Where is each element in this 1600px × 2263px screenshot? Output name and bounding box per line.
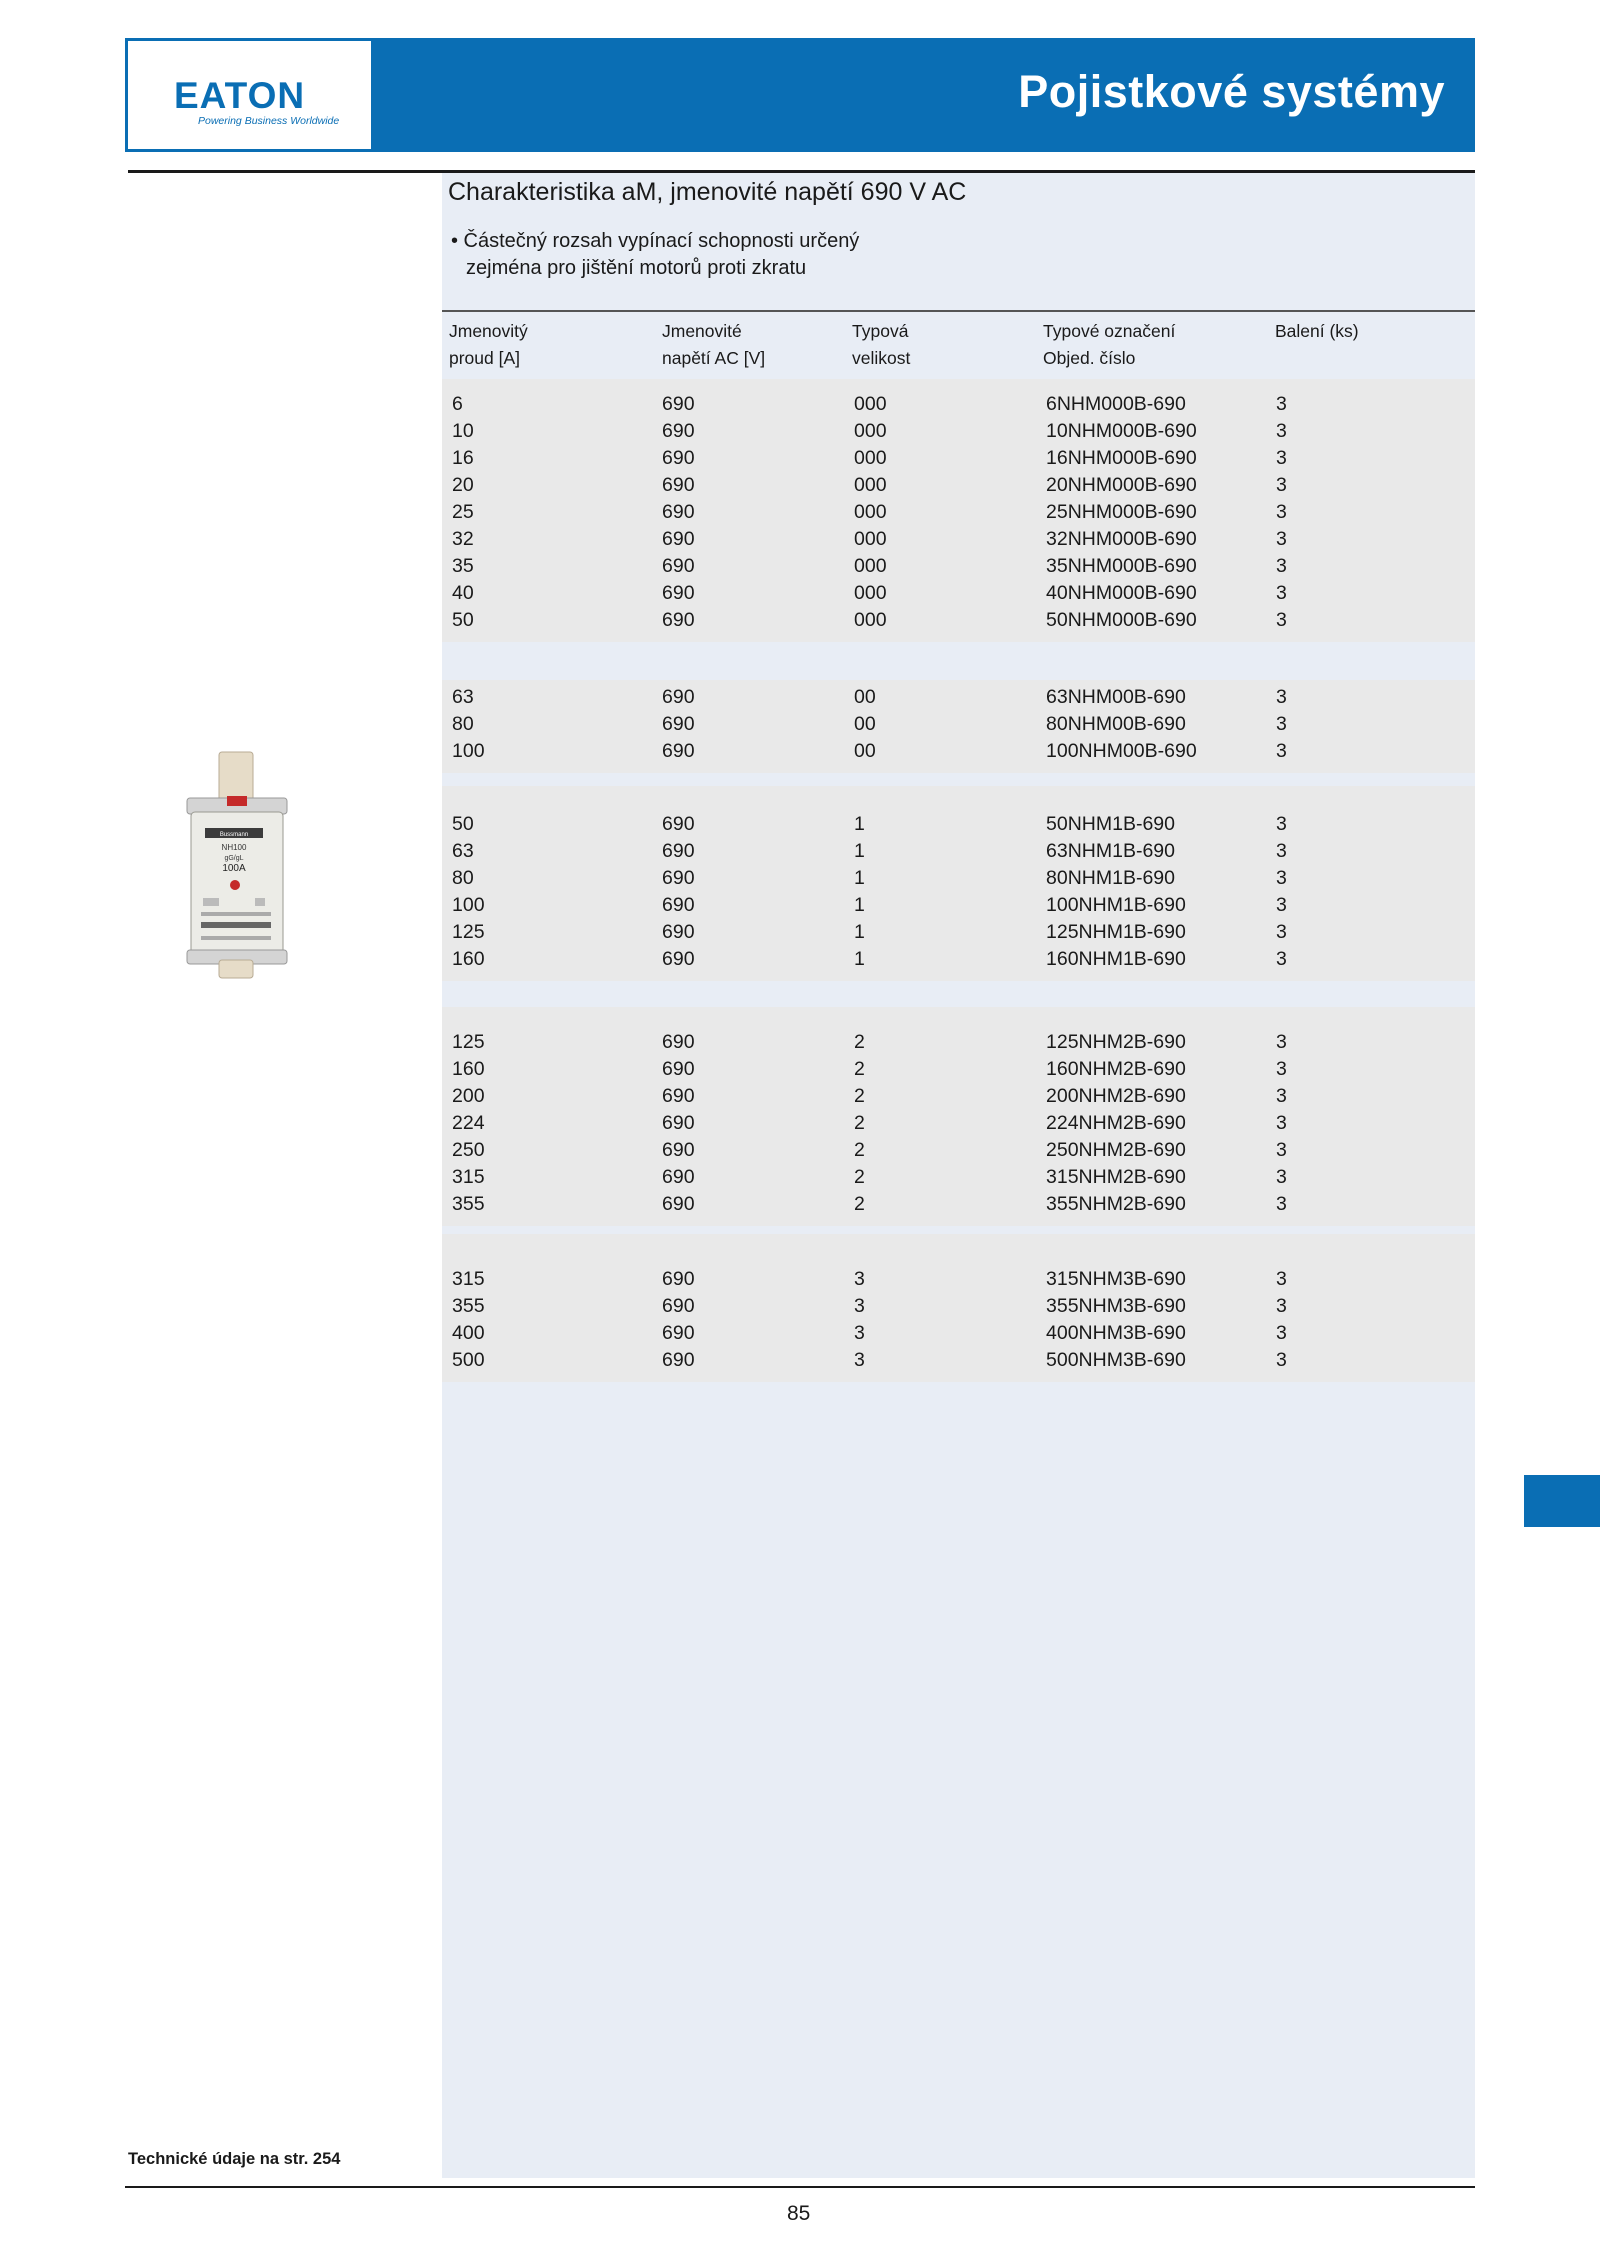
bullet-line-1: • Částečný rozsah vypínací schopnosti určený bbox=[451, 230, 860, 252]
cell-packaging: 3 bbox=[1276, 393, 1287, 415]
cell-voltage: 690 bbox=[662, 528, 695, 550]
section-bullet bbox=[451, 228, 1051, 282]
table-row bbox=[452, 948, 1472, 975]
cell-voltage: 690 bbox=[662, 1085, 695, 1107]
table-row bbox=[452, 1085, 1472, 1112]
cell-size: 000 bbox=[854, 420, 887, 442]
table-row bbox=[452, 813, 1472, 840]
table-row bbox=[452, 1112, 1472, 1139]
cell-size: 000 bbox=[854, 528, 887, 550]
table-row bbox=[452, 393, 1472, 420]
table-row bbox=[452, 447, 1472, 474]
cell-order-number: 100NHM00B-690 bbox=[1046, 740, 1197, 762]
table-row bbox=[452, 1166, 1472, 1193]
cell-voltage: 690 bbox=[662, 840, 695, 862]
table-row bbox=[452, 740, 1472, 767]
logo-wordmark bbox=[174, 75, 305, 117]
cell-order-number: 100NHM1B-690 bbox=[1046, 894, 1186, 916]
cell-voltage: 690 bbox=[662, 609, 695, 631]
cell-packaging: 3 bbox=[1276, 1166, 1287, 1188]
cell-size: 2 bbox=[854, 1139, 865, 1161]
cell-current: 50 bbox=[452, 813, 474, 835]
cell-current: 20 bbox=[452, 474, 474, 496]
cell-current: 160 bbox=[452, 1058, 485, 1080]
page-number: 85 bbox=[787, 2202, 811, 2225]
col-header-current: Jmenovitý proud [A] bbox=[449, 321, 528, 368]
cell-packaging: 3 bbox=[1276, 1139, 1287, 1161]
cell-packaging: 3 bbox=[1276, 1322, 1287, 1344]
technical-data-note: Technické údaje na str. 254 bbox=[128, 2150, 341, 2168]
cell-packaging: 3 bbox=[1276, 582, 1287, 604]
eaton-logo bbox=[128, 41, 371, 149]
logo-text: EATON bbox=[174, 75, 306, 116]
nh-fuse-image bbox=[185, 750, 295, 980]
cell-packaging: 3 bbox=[1276, 894, 1287, 916]
cell-packaging: 3 bbox=[1276, 840, 1287, 862]
cell-packaging: 3 bbox=[1276, 555, 1287, 577]
page-title: Pojistkové systémy bbox=[1018, 66, 1445, 117]
col-header-size: Typová velikost bbox=[852, 321, 911, 368]
cell-current: 355 bbox=[452, 1193, 485, 1215]
cell-packaging: 3 bbox=[1276, 713, 1287, 735]
cell-size: 1 bbox=[854, 840, 865, 862]
table-row bbox=[452, 686, 1472, 713]
chapter-tab bbox=[1524, 1475, 1600, 1527]
cell-packaging: 3 bbox=[1276, 1112, 1287, 1134]
fuse-type-label: NH100 bbox=[221, 843, 247, 852]
col-header-voltage: Jmenovité napětí AC [V] bbox=[662, 321, 766, 368]
cell-current: 315 bbox=[452, 1166, 485, 1188]
table-row bbox=[452, 528, 1472, 555]
cell-packaging: 3 bbox=[1276, 813, 1287, 835]
cell-voltage: 690 bbox=[662, 1322, 695, 1344]
fuse-rating-label: 100A bbox=[222, 863, 246, 874]
cell-size: 00 bbox=[854, 713, 876, 735]
cell-packaging: 3 bbox=[1276, 921, 1287, 943]
cell-current: 63 bbox=[452, 686, 474, 708]
cell-current: 100 bbox=[452, 894, 485, 916]
cell-packaging: 3 bbox=[1276, 447, 1287, 469]
cell-current: 16 bbox=[452, 447, 474, 469]
cell-order-number: 315NHM2B-690 bbox=[1046, 1166, 1186, 1188]
cell-order-number: 25NHM000B-690 bbox=[1046, 501, 1197, 523]
bottom-divider bbox=[125, 2186, 1475, 2188]
cell-packaging: 3 bbox=[1276, 609, 1287, 631]
cell-order-number: 40NHM000B-690 bbox=[1046, 582, 1197, 604]
cell-packaging: 3 bbox=[1276, 740, 1287, 762]
cell-current: 10 bbox=[452, 420, 474, 442]
cell-voltage: 690 bbox=[662, 1166, 695, 1188]
fuse-class-label: gG/gL bbox=[224, 855, 244, 862]
cell-size: 2 bbox=[854, 1058, 865, 1080]
cell-current: 25 bbox=[452, 501, 474, 523]
cell-order-number: 16NHM000B-690 bbox=[1046, 447, 1197, 469]
cell-packaging: 3 bbox=[1276, 1031, 1287, 1053]
cell-size: 1 bbox=[854, 921, 865, 943]
cell-order-number: 355NHM2B-690 bbox=[1046, 1193, 1186, 1215]
cell-size: 3 bbox=[854, 1349, 865, 1371]
cell-voltage: 690 bbox=[662, 867, 695, 889]
cell-size: 000 bbox=[854, 501, 887, 523]
cell-voltage: 690 bbox=[662, 1193, 695, 1215]
cell-size: 000 bbox=[854, 555, 887, 577]
cell-order-number: 6NHM000B-690 bbox=[1046, 393, 1186, 415]
cell-voltage: 690 bbox=[662, 1139, 695, 1161]
cell-voltage: 690 bbox=[662, 1349, 695, 1371]
cell-order-number: 355NHM3B-690 bbox=[1046, 1295, 1186, 1317]
table-row bbox=[452, 474, 1472, 501]
cell-current: 40 bbox=[452, 582, 474, 604]
table-row bbox=[452, 1139, 1472, 1166]
cell-size: 2 bbox=[854, 1166, 865, 1188]
cell-size: 000 bbox=[854, 393, 887, 415]
cell-size: 3 bbox=[854, 1268, 865, 1290]
cell-current: 160 bbox=[452, 948, 485, 970]
cell-order-number: 125NHM2B-690 bbox=[1046, 1031, 1186, 1053]
cell-current: 224 bbox=[452, 1112, 485, 1134]
cell-voltage: 690 bbox=[662, 813, 695, 835]
table-row bbox=[452, 1295, 1472, 1322]
cell-packaging: 3 bbox=[1276, 1085, 1287, 1107]
cell-voltage: 690 bbox=[662, 1058, 695, 1080]
cell-packaging: 3 bbox=[1276, 528, 1287, 550]
cell-order-number: 63NHM1B-690 bbox=[1046, 840, 1175, 862]
cell-packaging: 3 bbox=[1276, 474, 1287, 496]
cell-voltage: 690 bbox=[662, 894, 695, 916]
cell-size: 00 bbox=[854, 740, 876, 762]
cell-current: 6 bbox=[452, 393, 463, 415]
cell-packaging: 3 bbox=[1276, 948, 1287, 970]
cell-current: 50 bbox=[452, 609, 474, 631]
cell-voltage: 690 bbox=[662, 501, 695, 523]
cell-order-number: 250NHM2B-690 bbox=[1046, 1139, 1186, 1161]
fuse-brand-label: Bussmann bbox=[219, 832, 249, 838]
cell-current: 250 bbox=[452, 1139, 485, 1161]
cell-current: 63 bbox=[452, 840, 474, 862]
table-row bbox=[452, 894, 1472, 921]
cell-size: 000 bbox=[854, 609, 887, 631]
cell-size: 00 bbox=[854, 686, 876, 708]
cell-order-number: 200NHM2B-690 bbox=[1046, 1085, 1186, 1107]
cell-size: 1 bbox=[854, 813, 865, 835]
cell-current: 200 bbox=[452, 1085, 485, 1107]
cell-voltage: 690 bbox=[662, 686, 695, 708]
cell-order-number: 10NHM000B-690 bbox=[1046, 420, 1197, 442]
table-row bbox=[452, 1349, 1472, 1376]
cell-voltage: 690 bbox=[662, 420, 695, 442]
cell-current: 100 bbox=[452, 740, 485, 762]
cell-current: 125 bbox=[452, 921, 485, 943]
cell-current: 80 bbox=[452, 867, 474, 889]
cell-order-number: 20NHM000B-690 bbox=[1046, 474, 1197, 496]
cell-size: 2 bbox=[854, 1112, 865, 1134]
cell-packaging: 3 bbox=[1276, 501, 1287, 523]
cell-packaging: 3 bbox=[1276, 1193, 1287, 1215]
cell-order-number: 160NHM1B-690 bbox=[1046, 948, 1186, 970]
table-row bbox=[452, 1193, 1472, 1220]
table-row bbox=[452, 420, 1472, 447]
table-row bbox=[452, 555, 1472, 582]
cell-order-number: 400NHM3B-690 bbox=[1046, 1322, 1186, 1344]
cell-size: 1 bbox=[854, 948, 865, 970]
col-header-order-number: Typové označení Objed. číslo bbox=[1043, 321, 1176, 368]
cell-voltage: 690 bbox=[662, 393, 695, 415]
cell-order-number: 63NHM00B-690 bbox=[1046, 686, 1186, 708]
cell-size: 3 bbox=[854, 1295, 865, 1317]
cell-voltage: 690 bbox=[662, 555, 695, 577]
cell-packaging: 3 bbox=[1276, 1295, 1287, 1317]
cell-voltage: 690 bbox=[662, 447, 695, 469]
cell-order-number: 224NHM2B-690 bbox=[1046, 1112, 1186, 1134]
cell-voltage: 690 bbox=[662, 740, 695, 762]
table-row bbox=[452, 609, 1472, 636]
cell-current: 355 bbox=[452, 1295, 485, 1317]
table-top-rule bbox=[442, 310, 1475, 312]
cell-order-number: 32NHM000B-690 bbox=[1046, 528, 1197, 550]
cell-current: 400 bbox=[452, 1322, 485, 1344]
cell-order-number: 50NHM000B-690 bbox=[1046, 609, 1197, 631]
cell-voltage: 690 bbox=[662, 921, 695, 943]
cell-packaging: 3 bbox=[1276, 1058, 1287, 1080]
cell-packaging: 3 bbox=[1276, 420, 1287, 442]
cell-voltage: 690 bbox=[662, 1031, 695, 1053]
table-row bbox=[452, 501, 1472, 528]
cell-order-number: 500NHM3B-690 bbox=[1046, 1349, 1186, 1371]
cell-current: 32 bbox=[452, 528, 474, 550]
table-row bbox=[452, 840, 1472, 867]
cell-current: 35 bbox=[452, 555, 474, 577]
cell-voltage: 690 bbox=[662, 713, 695, 735]
cell-voltage: 690 bbox=[662, 474, 695, 496]
cell-packaging: 3 bbox=[1276, 1349, 1287, 1371]
cell-size: 000 bbox=[854, 447, 887, 469]
bullet-line-2: zejména pro jištění motorů proti zkratu bbox=[466, 257, 807, 279]
cell-packaging: 3 bbox=[1276, 1268, 1287, 1290]
cell-voltage: 690 bbox=[662, 1268, 695, 1290]
cell-order-number: 35NHM000B-690 bbox=[1046, 555, 1197, 577]
table-row bbox=[452, 713, 1472, 740]
cell-size: 2 bbox=[854, 1085, 865, 1107]
table-row bbox=[452, 1031, 1472, 1058]
cell-order-number: 125NHM1B-690 bbox=[1046, 921, 1186, 943]
cell-current: 315 bbox=[452, 1268, 485, 1290]
cell-order-number: 50NHM1B-690 bbox=[1046, 813, 1175, 835]
cell-size: 2 bbox=[854, 1031, 865, 1053]
cell-size: 1 bbox=[854, 894, 865, 916]
table-row bbox=[452, 582, 1472, 609]
section-title: Charakteristika aM, jmenovité napětí 690 V AC bbox=[448, 178, 967, 206]
table-row bbox=[452, 867, 1472, 894]
table-row bbox=[452, 1322, 1472, 1349]
col-header-packaging: Balení (ks) bbox=[1275, 321, 1359, 341]
cell-voltage: 690 bbox=[662, 582, 695, 604]
cell-current: 500 bbox=[452, 1349, 485, 1371]
cell-voltage: 690 bbox=[662, 1112, 695, 1134]
table-row bbox=[452, 921, 1472, 948]
table-row bbox=[452, 1058, 1472, 1085]
cell-size: 1 bbox=[854, 867, 865, 889]
cell-size: 000 bbox=[854, 582, 887, 604]
logo-tagline: Powering Business Worldwide bbox=[198, 115, 340, 127]
table-row bbox=[452, 1268, 1472, 1295]
cell-order-number: 160NHM2B-690 bbox=[1046, 1058, 1186, 1080]
cell-voltage: 690 bbox=[662, 1295, 695, 1317]
cell-current: 125 bbox=[452, 1031, 485, 1053]
cell-size: 000 bbox=[854, 474, 887, 496]
cell-size: 2 bbox=[854, 1193, 865, 1215]
cell-current: 80 bbox=[452, 713, 474, 735]
cell-order-number: 80NHM00B-690 bbox=[1046, 713, 1186, 735]
cell-order-number: 315NHM3B-690 bbox=[1046, 1268, 1186, 1290]
cell-size: 3 bbox=[854, 1322, 865, 1344]
cell-packaging: 3 bbox=[1276, 686, 1287, 708]
cell-packaging: 3 bbox=[1276, 867, 1287, 889]
cell-voltage: 690 bbox=[662, 948, 695, 970]
cell-order-number: 80NHM1B-690 bbox=[1046, 867, 1175, 889]
